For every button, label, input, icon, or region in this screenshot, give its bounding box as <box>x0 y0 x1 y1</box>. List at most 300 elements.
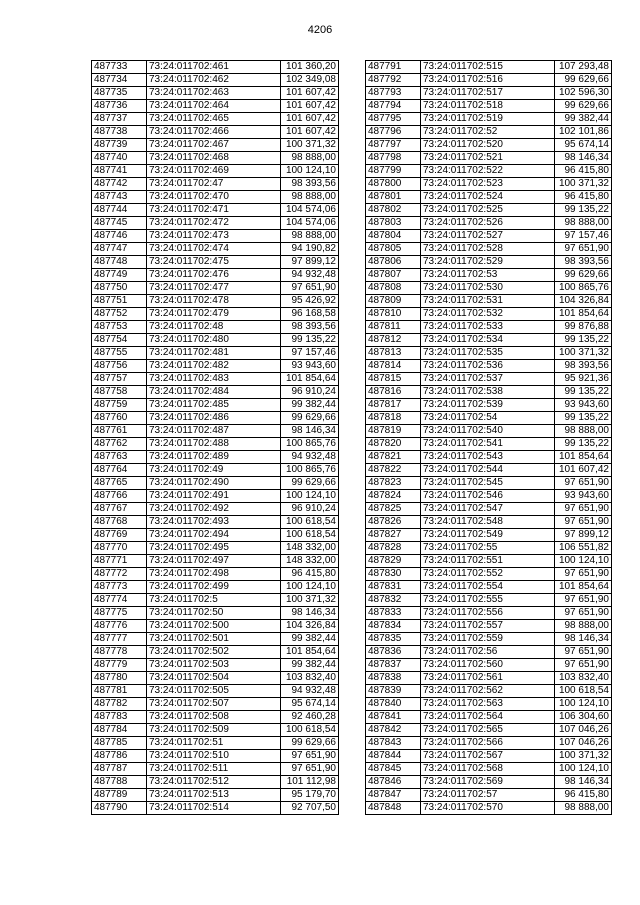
table-row <box>92 61 339 74</box>
table-row <box>92 737 339 750</box>
row-number-cell: 487834 <box>366 620 421 633</box>
value-cell: 98 393,56 <box>555 360 612 373</box>
value-cell: 98 393,56 <box>281 321 339 334</box>
value-cell: 99 135,22 <box>555 386 612 399</box>
table-row <box>92 620 339 633</box>
value-cell: 102 349,08 <box>281 74 339 87</box>
value-cell: 100 371,32 <box>555 347 612 360</box>
row-number-cell: 487836 <box>366 646 421 659</box>
row-number-cell: 487820 <box>366 438 421 451</box>
cadastral-number-cell: 73:24:011702:510 <box>147 750 281 763</box>
table-row <box>92 789 339 802</box>
table-row <box>366 126 612 139</box>
row-number-cell: 487746 <box>92 230 147 243</box>
table-row <box>366 165 612 178</box>
row-number-cell: 487806 <box>366 256 421 269</box>
value-cell: 98 146,34 <box>555 633 612 646</box>
row-number-cell: 487778 <box>92 646 147 659</box>
value-cell: 100 618,54 <box>281 724 339 737</box>
row-number-cell: 487761 <box>92 425 147 438</box>
table-row <box>366 230 612 243</box>
row-number-cell: 487813 <box>366 347 421 360</box>
value-cell: 100 371,32 <box>555 750 612 763</box>
cadastral-number-cell: 73:24:011702:529 <box>421 256 555 269</box>
row-number-cell: 487798 <box>366 152 421 165</box>
cadastral-number-cell: 73:24:011702:560 <box>421 659 555 672</box>
table-row <box>92 87 339 100</box>
table-row <box>366 243 612 256</box>
cadastral-number-cell: 73:24:011702:551 <box>421 555 555 568</box>
value-cell: 99 135,22 <box>555 334 612 347</box>
row-number-cell: 487794 <box>366 100 421 113</box>
cadastral-number-cell: 73:24:011702:499 <box>147 581 281 594</box>
value-cell: 100 371,32 <box>281 594 339 607</box>
cadastral-number-cell: 73:24:011702:475 <box>147 256 281 269</box>
table-row <box>92 373 339 386</box>
row-number-cell: 487785 <box>92 737 147 750</box>
cadastral-number-cell: 73:24:011702:513 <box>147 789 281 802</box>
row-number-cell: 487735 <box>92 87 147 100</box>
page-number: 4206 <box>307 24 333 36</box>
cadastral-number-cell: 73:24:011702:515 <box>421 61 555 74</box>
value-cell: 96 415,80 <box>281 568 339 581</box>
cadastral-number-cell: 73:24:011702:468 <box>147 152 281 165</box>
cadastral-number-cell: 73:24:011702:564 <box>421 711 555 724</box>
cadastral-number-cell: 73:24:011702:520 <box>421 139 555 152</box>
table-row <box>366 139 612 152</box>
cadastral-number-cell: 73:24:011702:527 <box>421 230 555 243</box>
value-cell: 100 865,76 <box>555 282 612 295</box>
row-number-cell: 487804 <box>366 230 421 243</box>
table-row <box>366 763 612 776</box>
value-cell: 100 124,10 <box>281 490 339 503</box>
cadastral-number-cell: 73:24:011702:483 <box>147 373 281 386</box>
table-row <box>366 295 612 308</box>
value-cell: 148 332,00 <box>281 542 339 555</box>
value-cell: 99 629,66 <box>555 100 612 113</box>
registry-table-left <box>91 60 339 815</box>
table-row <box>92 399 339 412</box>
table-row <box>92 763 339 776</box>
cadastral-number-cell: 73:24:011702:482 <box>147 360 281 373</box>
value-cell: 148 332,00 <box>281 555 339 568</box>
cadastral-number-cell: 73:24:011702:503 <box>147 659 281 672</box>
table-row <box>92 282 339 295</box>
cadastral-number-cell: 73:24:011702:557 <box>421 620 555 633</box>
table-row <box>366 542 612 555</box>
table-row <box>92 204 339 217</box>
cadastral-number-cell: 73:24:011702:474 <box>147 243 281 256</box>
row-number-cell: 487829 <box>366 555 421 568</box>
registry-table-right <box>365 60 612 815</box>
value-cell: 107 046,26 <box>555 737 612 750</box>
table-row <box>366 386 612 399</box>
cadastral-number-cell: 73:24:011702:471 <box>147 204 281 217</box>
table-row <box>92 74 339 87</box>
row-number-cell: 487848 <box>366 802 421 815</box>
table-row <box>366 204 612 217</box>
value-cell: 98 888,00 <box>281 152 339 165</box>
cadastral-number-cell: 73:24:011702:518 <box>421 100 555 113</box>
value-cell: 98 888,00 <box>555 802 612 815</box>
table-row <box>366 334 612 347</box>
row-number-cell: 487781 <box>92 685 147 698</box>
row-number-cell: 487755 <box>92 347 147 360</box>
row-number-cell: 487823 <box>366 477 421 490</box>
row-number-cell: 487763 <box>92 451 147 464</box>
row-number-cell: 487739 <box>92 139 147 152</box>
row-number-cell: 487776 <box>92 620 147 633</box>
cadastral-number-cell: 73:24:011702:524 <box>421 191 555 204</box>
table-row <box>366 373 612 386</box>
value-cell: 99 629,66 <box>281 737 339 750</box>
table-row <box>92 659 339 672</box>
cadastral-number-cell: 73:24:011702:498 <box>147 568 281 581</box>
value-cell: 99 629,66 <box>281 412 339 425</box>
cadastral-number-cell: 73:24:011702:48 <box>147 321 281 334</box>
cadastral-number-cell: 73:24:011702:519 <box>421 113 555 126</box>
value-cell: 95 674,14 <box>281 698 339 711</box>
row-number-cell: 487828 <box>366 542 421 555</box>
cadastral-number-cell: 73:24:011702:569 <box>421 776 555 789</box>
table-row <box>92 256 339 269</box>
value-cell: 106 304,60 <box>555 711 612 724</box>
cadastral-number-cell: 73:24:011702:559 <box>421 633 555 646</box>
table-row <box>92 555 339 568</box>
value-cell: 96 415,80 <box>555 789 612 802</box>
row-number-cell: 487773 <box>92 581 147 594</box>
table-row <box>366 594 612 607</box>
cadastral-number-cell: 73:24:011702:568 <box>421 763 555 776</box>
row-number-cell: 487846 <box>366 776 421 789</box>
row-number-cell: 487847 <box>366 789 421 802</box>
row-number-cell: 487799 <box>366 165 421 178</box>
row-number-cell: 487843 <box>366 737 421 750</box>
cadastral-number-cell: 73:24:011702:494 <box>147 529 281 542</box>
value-cell: 101 607,42 <box>281 87 339 100</box>
value-cell: 100 124,10 <box>555 555 612 568</box>
row-number-cell: 487750 <box>92 282 147 295</box>
cadastral-number-cell: 73:24:011702:530 <box>421 282 555 295</box>
row-number-cell: 487811 <box>366 321 421 334</box>
table-row <box>92 451 339 464</box>
row-number-cell: 487824 <box>366 490 421 503</box>
cadastral-number-cell: 73:24:011702:491 <box>147 490 281 503</box>
row-number-cell: 487792 <box>366 74 421 87</box>
row-number-cell: 487844 <box>366 750 421 763</box>
table-row <box>366 100 612 113</box>
value-cell: 101 607,42 <box>555 464 612 477</box>
cadastral-number-cell: 73:24:011702:508 <box>147 711 281 724</box>
value-cell: 99 382,44 <box>281 659 339 672</box>
row-number-cell: 487760 <box>92 412 147 425</box>
cadastral-number-cell: 73:24:011702:548 <box>421 516 555 529</box>
table-row <box>366 490 612 503</box>
cadastral-number-cell: 73:24:011702:56 <box>421 646 555 659</box>
cadastral-number-cell: 73:24:011702:479 <box>147 308 281 321</box>
row-number-cell: 487779 <box>92 659 147 672</box>
value-cell: 94 190,82 <box>281 243 339 256</box>
table-row <box>366 399 612 412</box>
row-number-cell: 487767 <box>92 503 147 516</box>
value-cell: 97 651,90 <box>555 607 612 620</box>
table-row <box>366 503 612 516</box>
cadastral-number-cell: 73:24:011702:552 <box>421 568 555 581</box>
cadastral-number-cell: 73:24:011702:509 <box>147 724 281 737</box>
value-cell: 93 943,60 <box>281 360 339 373</box>
value-cell: 99 629,66 <box>555 269 612 282</box>
value-cell: 106 551,82 <box>555 542 612 555</box>
row-number-cell: 487795 <box>366 113 421 126</box>
row-number-cell: 487845 <box>366 763 421 776</box>
table-row <box>92 386 339 399</box>
value-cell: 97 899,12 <box>281 256 339 269</box>
table-row <box>366 217 612 230</box>
table-row <box>366 555 612 568</box>
table-row <box>366 412 612 425</box>
row-number-cell: 487736 <box>92 100 147 113</box>
cadastral-number-cell: 73:24:011702:463 <box>147 87 281 100</box>
row-number-cell: 487756 <box>92 360 147 373</box>
value-cell: 93 943,60 <box>555 399 612 412</box>
value-cell: 97 651,90 <box>555 568 612 581</box>
row-number-cell: 487796 <box>366 126 421 139</box>
table-row <box>92 568 339 581</box>
table-row <box>92 165 339 178</box>
cadastral-number-cell: 73:24:011702:536 <box>421 360 555 373</box>
table-row <box>92 295 339 308</box>
table-row <box>366 61 612 74</box>
table-row <box>92 308 339 321</box>
value-cell: 97 899,12 <box>555 529 612 542</box>
value-cell: 98 888,00 <box>555 217 612 230</box>
row-number-cell: 487772 <box>92 568 147 581</box>
value-cell: 99 135,22 <box>555 438 612 451</box>
cadastral-number-cell: 73:24:011702:511 <box>147 763 281 776</box>
cadastral-number-cell: 73:24:011702:461 <box>147 61 281 74</box>
value-cell: 95 426,92 <box>281 295 339 308</box>
cadastral-number-cell: 73:24:011702:547 <box>421 503 555 516</box>
table-row <box>366 646 612 659</box>
row-number-cell: 487745 <box>92 217 147 230</box>
row-number-cell: 487757 <box>92 373 147 386</box>
value-cell: 103 832,40 <box>555 672 612 685</box>
value-cell: 97 651,90 <box>281 750 339 763</box>
row-number-cell: 487837 <box>366 659 421 672</box>
cadastral-number-cell: 73:24:011702:525 <box>421 204 555 217</box>
value-cell: 95 674,14 <box>555 139 612 152</box>
row-number-cell: 487819 <box>366 425 421 438</box>
value-cell: 102 101,86 <box>555 126 612 139</box>
value-cell: 98 393,56 <box>281 178 339 191</box>
table-row <box>366 477 612 490</box>
row-number-cell: 487780 <box>92 672 147 685</box>
value-cell: 100 124,10 <box>555 698 612 711</box>
row-number-cell: 487741 <box>92 165 147 178</box>
cadastral-number-cell: 73:24:011702:516 <box>421 74 555 87</box>
table-row <box>92 490 339 503</box>
row-number-cell: 487797 <box>366 139 421 152</box>
table-row <box>366 178 612 191</box>
table-row <box>366 451 612 464</box>
table-row <box>92 321 339 334</box>
table-row <box>366 347 612 360</box>
table-row <box>366 464 612 477</box>
value-cell: 101 112,98 <box>281 776 339 789</box>
table-row <box>366 529 612 542</box>
cadastral-number-cell: 73:24:011702:556 <box>421 607 555 620</box>
cadastral-number-cell: 73:24:011702:55 <box>421 542 555 555</box>
row-number-cell: 487818 <box>366 412 421 425</box>
table-row <box>92 477 339 490</box>
cadastral-number-cell: 73:24:011702:505 <box>147 685 281 698</box>
table-row <box>92 633 339 646</box>
cadastral-number-cell: 73:24:011702:507 <box>147 698 281 711</box>
row-number-cell: 487753 <box>92 321 147 334</box>
cadastral-number-cell: 73:24:011702:484 <box>147 386 281 399</box>
value-cell: 97 651,90 <box>555 477 612 490</box>
cadastral-number-cell: 73:24:011702:464 <box>147 100 281 113</box>
table-row <box>92 516 339 529</box>
value-cell: 97 651,90 <box>555 659 612 672</box>
value-cell: 97 651,90 <box>555 503 612 516</box>
value-cell: 94 932,48 <box>281 269 339 282</box>
cadastral-number-cell: 73:24:011702:478 <box>147 295 281 308</box>
table-row <box>366 269 612 282</box>
value-cell: 100 618,54 <box>555 685 612 698</box>
row-number-cell: 487765 <box>92 477 147 490</box>
table-row <box>92 152 339 165</box>
cadastral-number-cell: 73:24:011702:469 <box>147 165 281 178</box>
table-row <box>92 646 339 659</box>
cadastral-number-cell: 73:24:011702:501 <box>147 633 281 646</box>
value-cell: 102 596,30 <box>555 87 612 100</box>
cadastral-number-cell: 73:24:011702:462 <box>147 74 281 87</box>
value-cell: 101 854,64 <box>281 373 339 386</box>
table-row <box>366 256 612 269</box>
table-row <box>92 191 339 204</box>
table-row <box>92 269 339 282</box>
cadastral-number-cell: 73:24:011702:561 <box>421 672 555 685</box>
cadastral-number-cell: 73:24:011702:54 <box>421 412 555 425</box>
table-row <box>92 607 339 620</box>
table-row <box>366 74 612 87</box>
cadastral-number-cell: 73:24:011702:533 <box>421 321 555 334</box>
cadastral-number-cell: 73:24:011702:488 <box>147 438 281 451</box>
row-number-cell: 487801 <box>366 191 421 204</box>
row-number-cell: 487759 <box>92 399 147 412</box>
row-number-cell: 487822 <box>366 464 421 477</box>
row-number-cell: 487832 <box>366 594 421 607</box>
cadastral-number-cell: 73:24:011702:466 <box>147 126 281 139</box>
cadastral-number-cell: 73:24:011702:562 <box>421 685 555 698</box>
table-row <box>92 464 339 477</box>
value-cell: 95 179,70 <box>281 789 339 802</box>
cadastral-number-cell: 73:24:011702:489 <box>147 451 281 464</box>
row-number-cell: 487821 <box>366 451 421 464</box>
cadastral-number-cell: 73:24:011702:541 <box>421 438 555 451</box>
row-number-cell: 487805 <box>366 243 421 256</box>
table-row <box>92 698 339 711</box>
row-number-cell: 487802 <box>366 204 421 217</box>
row-number-cell: 487814 <box>366 360 421 373</box>
table-row <box>366 308 612 321</box>
row-number-cell: 487831 <box>366 581 421 594</box>
row-number-cell: 487742 <box>92 178 147 191</box>
value-cell: 104 326,84 <box>555 295 612 308</box>
table-row <box>366 789 612 802</box>
value-cell: 94 932,48 <box>281 451 339 464</box>
cadastral-number-cell: 73:24:011702:546 <box>421 490 555 503</box>
table-row <box>92 113 339 126</box>
row-number-cell: 487754 <box>92 334 147 347</box>
row-number-cell: 487826 <box>366 516 421 529</box>
value-cell: 92 707,50 <box>281 802 339 815</box>
table-row <box>92 178 339 191</box>
value-cell: 97 157,46 <box>555 230 612 243</box>
value-cell: 99 135,22 <box>281 334 339 347</box>
value-cell: 96 168,58 <box>281 308 339 321</box>
cadastral-number-cell: 73:24:011702:487 <box>147 425 281 438</box>
value-cell: 99 135,22 <box>555 412 612 425</box>
cadastral-number-cell: 73:24:011702:470 <box>147 191 281 204</box>
table-row <box>366 282 612 295</box>
row-number-cell: 487775 <box>92 607 147 620</box>
cadastral-number-cell: 73:24:011702:534 <box>421 334 555 347</box>
value-cell: 97 651,90 <box>555 646 612 659</box>
row-number-cell: 487783 <box>92 711 147 724</box>
value-cell: 101 854,64 <box>555 308 612 321</box>
cadastral-number-cell: 73:24:011702:523 <box>421 178 555 191</box>
cadastral-number-cell: 73:24:011702:514 <box>147 802 281 815</box>
cadastral-number-cell: 73:24:011702:49 <box>147 464 281 477</box>
cadastral-number-cell: 73:24:011702:526 <box>421 217 555 230</box>
table-row <box>92 503 339 516</box>
value-cell: 104 574,06 <box>281 204 339 217</box>
table-row <box>366 152 612 165</box>
cadastral-number-cell: 73:24:011702:497 <box>147 555 281 568</box>
cadastral-number-cell: 73:24:011702:480 <box>147 334 281 347</box>
table-row <box>92 750 339 763</box>
table-row <box>366 438 612 451</box>
cadastral-number-cell: 73:24:011702:521 <box>421 152 555 165</box>
cadastral-number-cell: 73:24:011702:5 <box>147 594 281 607</box>
table-row <box>366 737 612 750</box>
value-cell: 98 888,00 <box>281 230 339 243</box>
row-number-cell: 487815 <box>366 373 421 386</box>
row-number-cell: 487768 <box>92 516 147 529</box>
row-number-cell: 487835 <box>366 633 421 646</box>
value-cell: 100 124,10 <box>555 763 612 776</box>
table-row <box>366 191 612 204</box>
value-cell: 101 607,42 <box>281 113 339 126</box>
table-row <box>92 802 339 815</box>
row-number-cell: 487812 <box>366 334 421 347</box>
value-cell: 101 607,42 <box>281 100 339 113</box>
cadastral-number-cell: 73:24:011702:473 <box>147 230 281 243</box>
row-number-cell: 487770 <box>92 542 147 555</box>
cadastral-number-cell: 73:24:011702:57 <box>421 789 555 802</box>
row-number-cell: 487774 <box>92 594 147 607</box>
cadastral-number-cell: 73:24:011702:555 <box>421 594 555 607</box>
cadastral-number-cell: 73:24:011702:495 <box>147 542 281 555</box>
value-cell: 98 888,00 <box>555 620 612 633</box>
table-row <box>366 685 612 698</box>
cadastral-number-cell: 73:24:011702:53 <box>421 269 555 282</box>
cadastral-number-cell: 73:24:011702:543 <box>421 451 555 464</box>
row-number-cell: 487839 <box>366 685 421 698</box>
row-number-cell: 487747 <box>92 243 147 256</box>
